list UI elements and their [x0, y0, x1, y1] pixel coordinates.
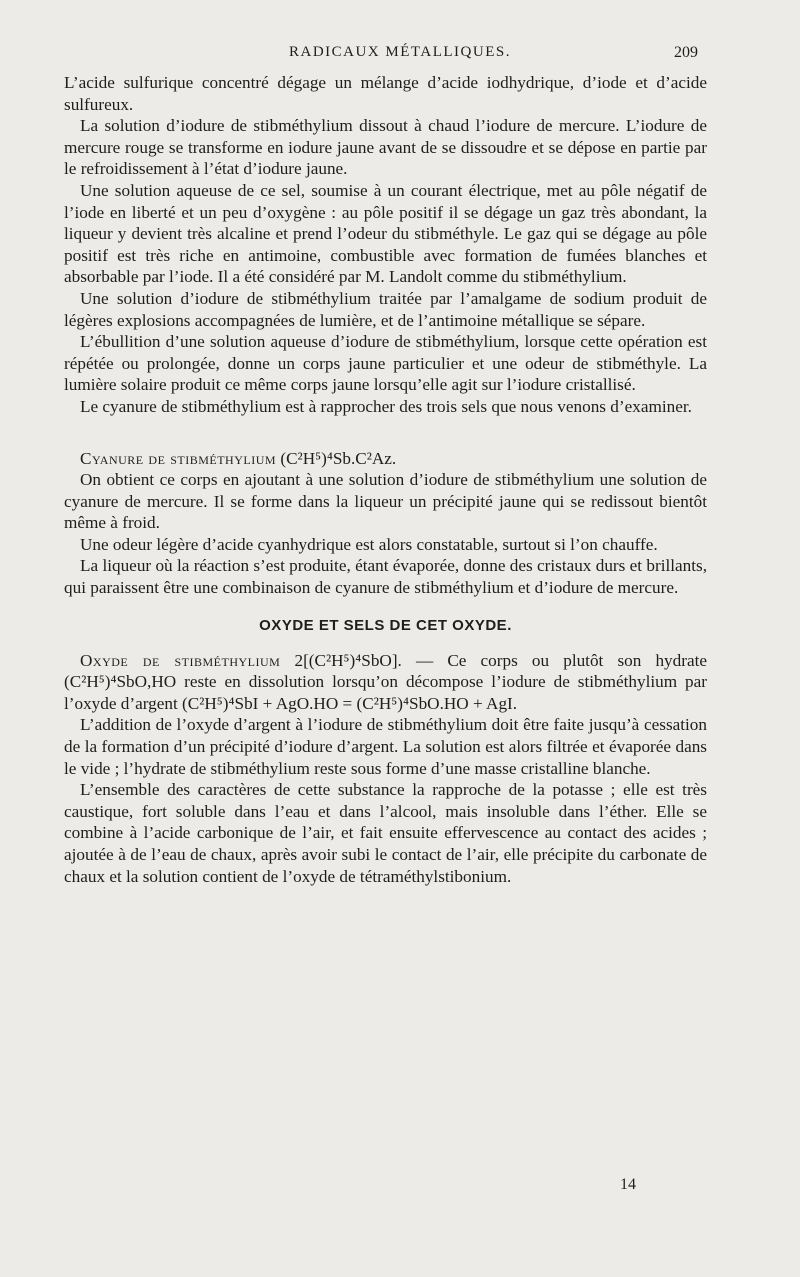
- page-number: 209: [674, 44, 698, 61]
- oxyde-heading-line: [64, 650, 707, 715]
- body-text: [64, 72, 707, 887]
- cyanure-paragraph-3: La liqueur où la réaction s’est produite, étant évaporée, donne des cristaux durs et brillants, qui paraissent être une combinaison de cyanure de stibméthylium et d’iodure de mercure.: [64, 556, 707, 598]
- cyanure-formula: (C²H⁵)⁴Sb.C²Az.: [280, 448, 397, 468]
- paragraph-5: L’ébullition d’une solution aqueuse d’iodure de stibméthylium, lorsque cette opération est répétée ou prolongée, donne un corps jaune particulier et une odeur de stibméthyle. La lumière solaire produit ce même corps jaune lorsqu’elle agit sur l’iodure cristallisé.: [64, 332, 707, 395]
- oxyde-paragraph-1: L’addition de l’oxyde d’argent à l’iodure de stibméthylium doit être faite jusqu’à cessation de la formation d’un précipité d’iodure d’argent. La solution est alors filtrée et évaporée dans le vide ; l’hydrate de stibméthylium reste sous forme d’une masse cristalline blanche.: [64, 715, 707, 778]
- running-title: RADICAUX MÉTALLIQUES.: [289, 44, 511, 60]
- oxyde-lead-text: — Ce corps ou plutôt son hydrate (C²H⁵)⁴SbO,HO reste en dissolution lorsqu’on décompose l’iodure de stibméthylium par l’oxyde d’argent (C²H⁵)⁴SbI + AgO.HO = (C²H⁵)⁴SbO.HO + AgI.: [64, 650, 708, 713]
- cyanure-paragraph-1: On obtient ce corps en ajoutant à une solution d’iodure de stibméthylium une solution de cyanure de mercure. Il se forme dans la liqueur un précipité jaune qui se redissout bientôt même à froid.: [64, 470, 707, 533]
- oxyde-paragraph-2: L’ensemble des caractères de cette substance la rapproche de la potasse ; elle est très caustique, fort soluble dans l’eau et dans l’alcool, mais insoluble dans l’éther. Elle se combine à l’acide carbonique de l’air, et fait ensuite effervescence au contact des acides ; ajoutée à de l’eau de chaux, après avoir subi le contact de l’air, elle précipite du carbonate de chaux et la solution contient de l’oxyde de tétraméthylstibonium.: [64, 780, 707, 886]
- oxyde-formula: 2[(C²H⁵)⁴SbO].: [294, 650, 402, 670]
- signature-number: 14: [620, 1176, 636, 1193]
- cyanure-heading-line: [64, 448, 707, 470]
- paragraph-3: Une solution aqueuse de ce sel, soumise à un courant électrique, met au pôle négatif de l’iode en liberté et un peu d’oxygène : au pôle positif il se dégage un gaz très abondant, la liqueur y devient très alcaline et prend l’odeur du stibméthyle. Le gaz qui se dégage au pôle positif est très riche en antimoine, combustible avec formation de fumées blanches et absorbable par l’iode. Il a été considéré par M. Landolt comme du stibméthylium.: [64, 180, 707, 287]
- paragraph-2: La solution d’iodure de stibméthylium dissout à chaud l’iodure de mercure. L’iodure de mercure rouge se transforme en iodure jaune avant de se dissoudre et se dépose en partie par le refroidissement à l’état d’iodure jaune.: [64, 116, 707, 179]
- paragraph-6: Le cyanure de stibméthylium est à rapprocher des trois sels que nous venons d’examiner.: [80, 396, 692, 416]
- cyanure-paragraph-2: Une odeur légère d’acide cyanhydrique est alors constatable, surtout si l’on chauffe.: [80, 534, 658, 554]
- section-title: OXYDE ET SELS DE CET OXYDE.: [259, 616, 512, 634]
- oxyde-heading: Oxyde de stibméthylium: [80, 650, 281, 670]
- paragraph-4: Une solution d’iodure de stibméthylium traitée par l’amalgame de sodium produit de légères explosions accompagnées de lumière, et de l’antimoine métallique se sépare.: [64, 288, 707, 330]
- paragraph-1: L’acide sulfurique concentré dégage un mélange d’acide iodhydrique, d’iode et d’acide sulfureux.: [64, 73, 707, 114]
- cyanure-heading: Cyanure de stibméthylium: [80, 448, 277, 468]
